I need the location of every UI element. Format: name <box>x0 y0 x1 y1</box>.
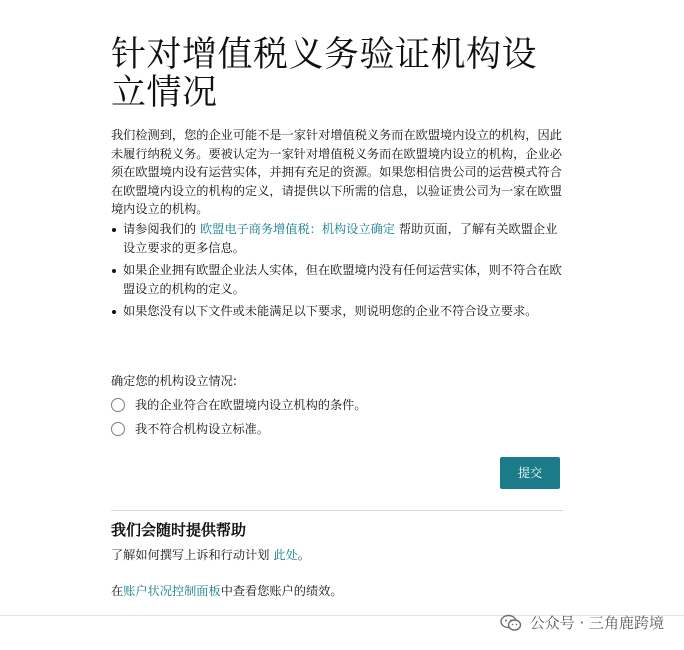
bullet-item-legal-entity: 如果企业拥有欧盟企业法人实体，但在欧盟境内没有任何运营实体，则不符合在欧盟设立的机构的定义。 <box>111 261 563 298</box>
page-title: 针对增值税义务验证机构设立情况 <box>111 35 538 113</box>
help-dashboard-prefix: 在 <box>111 584 124 598</box>
submit-button[interactable]: 提交 <box>500 457 560 489</box>
bullet-text-suffix: 帮助页面，了解有关欧盟企业设立要求的更多信息。 <box>123 222 558 255</box>
help-dashboard-line <box>111 582 343 600</box>
help-section-title: 我们会随时提供帮助 <box>111 521 247 539</box>
radio-option-qualifies[interactable] <box>111 396 367 413</box>
radio-button-not-qualifies[interactable] <box>111 422 125 436</box>
help-appeal-end: 。 <box>297 548 310 562</box>
establishment-question-label: 确定您的机构设立情况: <box>111 374 237 388</box>
info-bullet-list <box>111 220 563 325</box>
section-divider <box>111 510 563 511</box>
intro-text: 我们检测到，您的企业可能不是一家针对增值税义务而在欧盟境内设立的机构，因此未履行纳税义务。要被认定为一家针对增值税义务而在欧盟境内设立的机构，企业必须在欧盟境内设有运营实体，并拥有充足的资源。如果您相信贵公司的运营模式符合在欧盟境内设立的机构的定义，请提供以下所需的信息，以验证贵公司为一家在欧盟境内设立的机构。 <box>111 128 562 216</box>
help-appeal-line <box>111 546 310 564</box>
bullet-item-help-page <box>111 220 563 257</box>
account-health-dashboard-link[interactable]: 账户状况控制面板 <box>123 584 221 598</box>
appeal-guide-link[interactable]: 此处 <box>273 548 298 562</box>
wechat-watermark <box>500 612 664 633</box>
bullet-item-requirements: 如果您没有以下文件或未能满足以下要求，则说明您的企业不符合设立要求。 <box>111 302 563 321</box>
watermark-text: 公众号 · 三角鹿跨境 <box>529 614 664 632</box>
help-appeal-text: 了解如何撰写上诉和行动计划 <box>111 548 274 562</box>
radio-button-qualifies[interactable] <box>111 398 125 412</box>
bullet-text-prefix: 请参阅我们的 <box>123 222 200 236</box>
wechat-icon <box>500 614 522 632</box>
eu-vat-establishment-help-link[interactable]: 欧盟电子商务增值税：机构设立确定 <box>200 222 395 236</box>
help-dashboard-suffix: 中查看您账户的绩效。 <box>220 584 343 598</box>
radio-label-qualifies[interactable]: 我的企业符合在欧盟境内设立机构的条件。 <box>135 398 367 412</box>
radio-label-not-qualifies[interactable]: 我不符合机构设立标准。 <box>135 422 270 436</box>
radio-option-not-qualifies[interactable] <box>111 420 269 437</box>
